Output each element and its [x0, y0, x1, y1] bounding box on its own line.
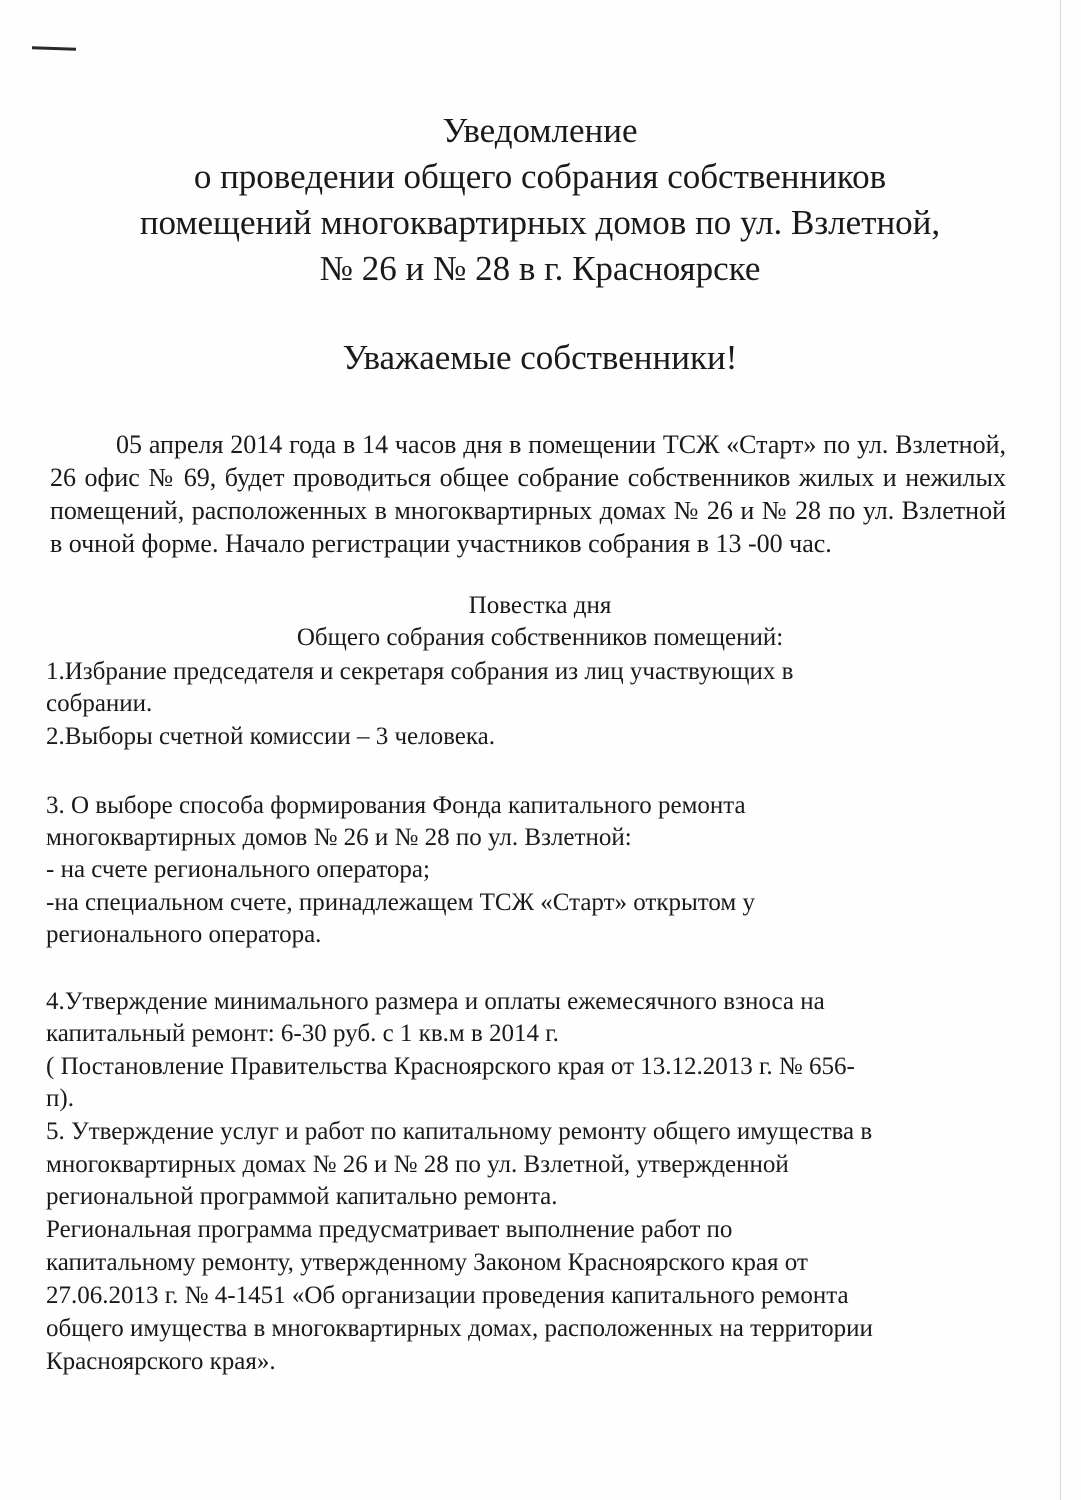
- agenda-line: - на счете регионального оператора;: [46, 856, 430, 883]
- agenda-line: многоквартирных домах № 26 и № 28 по ул. Взлетной, утвержденной: [46, 1151, 789, 1178]
- agenda-heading: Повестка дня: [468, 592, 612, 619]
- title-line-3: помещений многоквартирных домов по ул. Взлетной,: [139, 203, 941, 242]
- agenda-line: общего имущества в многоквартирных домах, расположенных на территории: [46, 1315, 873, 1342]
- agenda-line: многоквартирных домов № 26 и № 28 по ул. Взлетной:: [46, 824, 632, 851]
- greeting: Уважаемые собственники!: [342, 338, 738, 377]
- agenda-line: собрании.: [46, 690, 153, 717]
- title-line-2: о проведении общего собрания собственников: [193, 157, 887, 196]
- agenda-line: региональной программой капитально ремонта.: [46, 1183, 558, 1210]
- agenda-line: 4.Утверждение минимального размера и оплаты ежемесячного взноса на: [46, 988, 825, 1015]
- title-line-4: № 26 и № 28 в г. Красноярске: [319, 249, 761, 288]
- intro-paragraph: 05 апреля 2014 года в 14 часов дня в помещении ТСЖ «Старт» по ул. Взлетной, 26 офис № 69, будет проводиться общее собрание собственников жилых и нежилых помещений, расположенных в многоквартирных домах № 26 и № 28 по ул. Взлетной в очной форме. Начало регистрации участников собрания в 13 -00 час.: [50, 430, 1006, 558]
- agenda-line: Региональная программа предусматривает выполнение работ по: [46, 1216, 733, 1243]
- page-edge: [1060, 0, 1061, 1500]
- agenda-line: 5. Утверждение услуг и работ по капитальному ремонту общего имущества в: [46, 1118, 873, 1145]
- agenda-line: 2.Выборы счетной комиссии – 3 человека.: [46, 723, 495, 750]
- title-line-1: Уведомление: [442, 111, 638, 150]
- agenda-subheading: Общего собрания собственников помещений:: [296, 624, 784, 651]
- agenda-line: -на специальном счете, принадлежащем ТСЖ «Старт» открытом у: [46, 889, 755, 916]
- scan-mark: [32, 46, 76, 51]
- agenda-line: п).: [46, 1085, 74, 1112]
- agenda-line: регионального оператора.: [46, 921, 322, 948]
- agenda-line: капитальному ремонту, утвержденному Законом Красноярского края от: [46, 1249, 808, 1276]
- agenda-line: 3. О выборе способа формирования Фонда капитального ремонта: [46, 792, 746, 819]
- agenda-line: 27.06.2013 г. № 4-1451 «Об организации проведения капитального ремонта: [46, 1282, 849, 1309]
- agenda-line: Красноярского края».: [46, 1348, 276, 1375]
- agenda-line: капитальный ремонт: 6-30 руб. с 1 кв.м в 2014 г.: [46, 1020, 559, 1047]
- agenda-line: 1.Избрание председателя и секретаря собрания из лиц участвующих в: [46, 658, 794, 685]
- agenda-line: ( Постановление Правительства Красноярского края от 13.12.2013 г. № 656-: [46, 1053, 855, 1080]
